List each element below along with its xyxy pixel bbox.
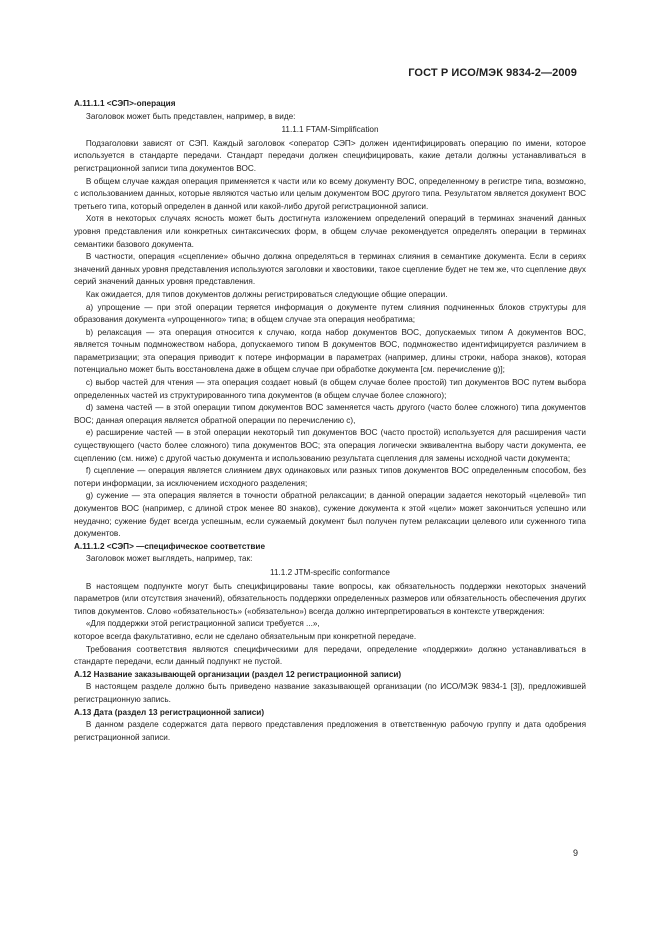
paragraph: В настоящем разделе должно быть приведено название заказывающей организации (по ИСО/МЭК 9834-1 [3]), предложившей регистрационную запись.: [74, 682, 586, 704]
document-body: [74, 98, 586, 744]
section-heading: A.11.1.2 <СЭП> —специфическое соответствие: [74, 541, 266, 551]
paragraph: Заголовок может быть представлен, например, в виде:: [85, 111, 296, 121]
paragraph: b) релаксация — эта операция относится к случаю, когда набор документов ВОС, допускаемых типом А документов ВОС, является точным подмножеством набора, допускаемого типом В документов ВОС, подмножество идентифицируется различием в параметризации; эта операция приводит к потере информации в параметрах (например, длины строки, набора знаков), которая потенциально может быть восстановлена даже в общем случае при обработке документа [см. перечисление g)];: [74, 327, 586, 375]
paragraph: В данном разделе содержатся дата первого представления предложения в ответственную рабочую группу и дата одобрения регистрационной записи.: [74, 720, 586, 742]
paragraph: Требования соответствия являются специфическими для передачи, определение «поддержки» должно устанавливаться в стандарте передачи, если данный подпункт не пустой.: [74, 644, 586, 667]
section-heading: A.12 Название заказывающей организации (раздел 12 регистрационной записи): [74, 669, 402, 679]
example-heading: 11.1.1 FTAM-Simplification: [281, 125, 379, 135]
paragraph: В частности, операция «сцепление» обычно должна определяться в терминах слияния в семантике документа. Если в сериях значений данных уровня представления используются заголовки и хвостовики, такое сцепление будет не тем же, что сцепление двух серий значений данных уровня представления.: [74, 252, 586, 287]
paragraph: Хотя в некоторых случаях ясность может быть достигнута изложением определений операций в терминах значений данных уровня представления или конкретных синтаксических форм, в общем случае рекомендуется определять операции в терминах семантики базового документа.: [74, 214, 586, 249]
paragraph: a) упрощение — при этой операции теряется информация о документе путем слияния подчиненных блоков структуры для образования документа «упрощенного» типа; в общем случае эта операция необратима;: [74, 302, 586, 325]
paragraph: e) расширение частей — в этой операции некоторый тип документов ВОС (часто простой) используется для расширения части существующего (часто более сложного) типа документов ВОС; эта операция логически эквивалентна выбору части документа, ее сцеплению (см. ниже) с другой частью документа и использованию результата сцепления для замены исходной части документа;: [74, 428, 586, 463]
section-heading: A.13 Дата (раздел 13 регистрационной записи): [74, 707, 265, 717]
section-heading: A.11.1.1 <СЭП>-операция: [74, 99, 176, 108]
document-header: ГОСТ Р ИСО/МЭК 9834-2—2009: [408, 67, 577, 79]
paragraph: которое всегда факультативно, если не сделано обязательным при конкретной передаче.: [74, 631, 417, 641]
paragraph: В общем случае каждая операция применяется к части или ко всему документу ВОС, определенному в регистре типа, возможно, с использованием данных, которые являются частью или целым документом ВОС другого типа. Результатом является документ ВОС третьего типа, который определен в данной или какой-либо другой регистрационной записи.: [74, 176, 586, 211]
paragraph: «Для поддержки этой регистрационной записи требуется ...»,: [85, 619, 320, 629]
paragraph: f) сцепление — операция является слиянием двух одинаковых или разных типов документов ВОС определенным способом, без потери информации, за исключением исходного разделения;: [74, 466, 586, 488]
example-heading: 11.1.2 JTM-specific conformance: [270, 567, 390, 577]
paragraph: g) сужение — эта операция является в точности обратной релаксации; в данной операции задается некоторый «целевой» тип документов ВОС (например, с длиной строк менее 80 знаков), сужение документа к этой «цели» может закончиться успешно или неудачно; сужение будет всегда успешным, если сужаемый документ был получен путем релаксации целевого или суженного типа документов.: [74, 491, 586, 539]
paragraph: В настоящем подпункте могут быть специфицированы такие вопросы, как обязательность поддержки некоторых значений параметров (или отсутствия значений), обязательность поддержки определенных размеров или обязательность обеспечения других типов документов. Слово «обязательность» («обязательно») всегда должно интерпретироваться в контексте утверждения:: [74, 581, 586, 616]
paragraph: c) выбор частей для чтения — эта операция создает новый (в общем случае более простой) тип документов ВОС путем выбора определенных частей из структурированного типа документов (в общем случае более сложного);: [74, 378, 586, 400]
paragraph: Как ожидается, для типов документов должны регистрироваться следующие общие операции.: [85, 289, 448, 299]
paragraph: Подзаголовки зависят от СЭП. Каждый заголовок <оператор СЭП> должен идентифицировать операцию по имени, которое используется в стандарте передачи. Стандарт передачи должен специфицировать, какие детали должны устанавливаться в регистрационной записи типа документов ВОС.: [74, 138, 586, 173]
page-number: 9: [572, 848, 578, 858]
paragraph: d) замена частей — в этой операции типом документов ВОС заменяется часть другого (часто более сложного) типа документов ВОС; данная операция является обратной операции по перечислению c),: [74, 403, 586, 425]
paragraph: Заголовок может выглядеть, например, так:: [85, 554, 253, 564]
